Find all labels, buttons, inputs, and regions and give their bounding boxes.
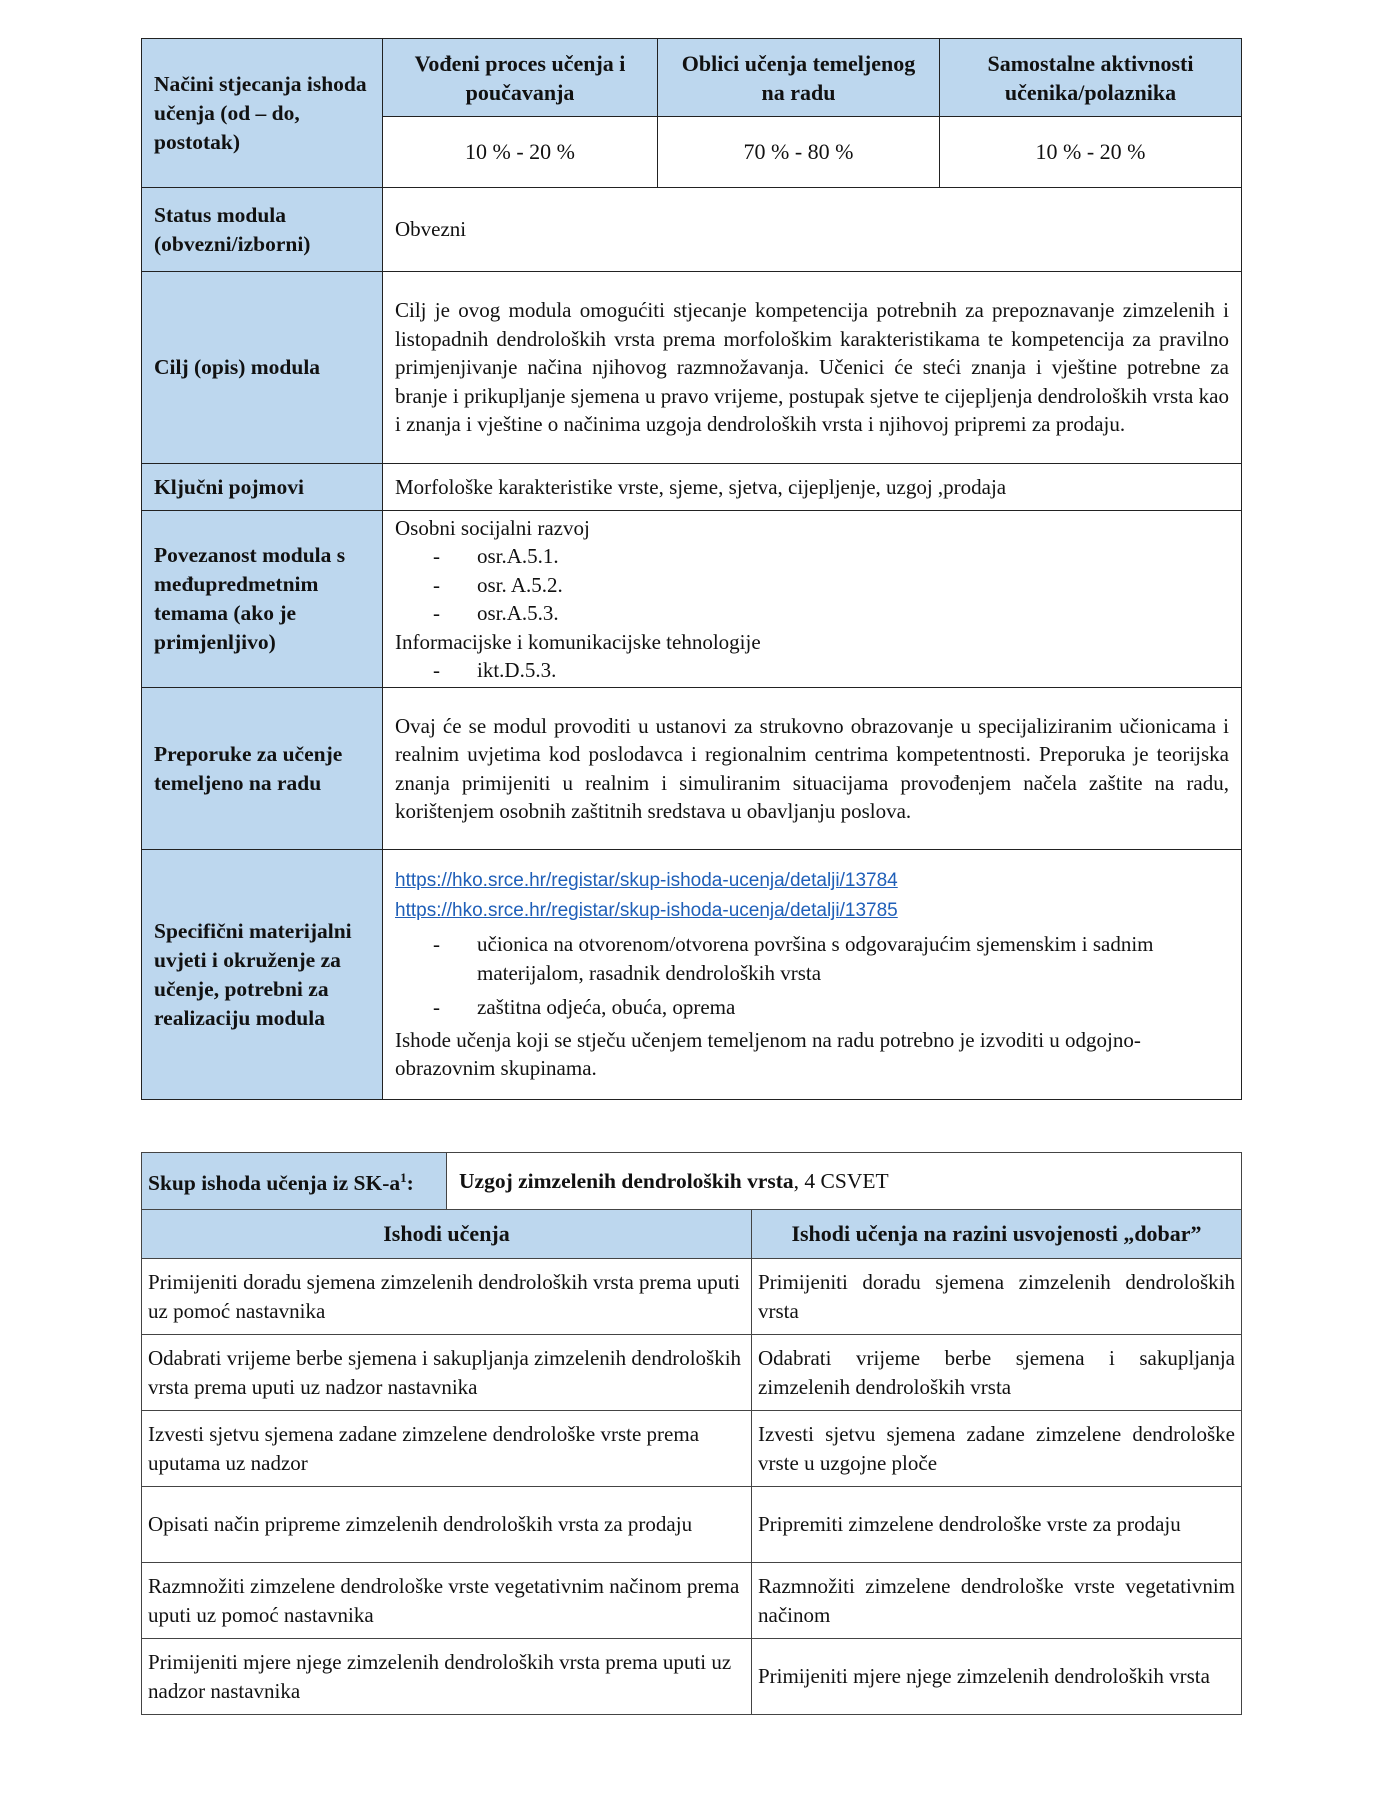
- materials-label: Specifični materijalni uvjeti i okruženje za učenje, potrebni za realizaciju modula: [142, 850, 383, 1100]
- outcome-good-cell: Odabrati vrijeme berbe sjemena i sakupljanja zimzelenih dendroloških vrsta: [752, 1335, 1242, 1411]
- outcome-good-cell: Primijeniti mjere njege zimzelenih dendroloških vrsta: [752, 1639, 1242, 1715]
- work-based-learning-header: Oblici učenja temeljenog na radu: [658, 39, 940, 117]
- outcome-set-title: Uzgoj zimzelenih dendroloških vrsta, 4 CSVET: [447, 1153, 1242, 1210]
- learning-outcomes-table: [141, 1152, 1242, 1715]
- register-link-13785[interactable]: https://hko.srce.hr/registar/skup-ishoda-ucenja/detalji/13785: [395, 900, 898, 922]
- cross-group-list: [395, 656, 1229, 685]
- outcome-cell: Razmnožiti zimzelene dendrološke vrste vegetativnim načinom prema uputi uz pomoć nastavnika: [142, 1563, 752, 1639]
- outcome-cell: Primijeniti mjere njege zimzelenih dendroloških vrsta prema uputi uz nadzor nastavnika: [142, 1639, 752, 1715]
- outcome-good-cell: Izvesti sjetvu sjemena zadane zimzelene dendrološke vrste u uzgojne ploče: [752, 1411, 1242, 1487]
- outcome-cell: Odabrati vrijeme berbe sjemena i sakupljanja zimzelenih dendroloških vrsta prema uputi uz nadzor nastavnika: [142, 1335, 752, 1411]
- status-label: Status modula (obvezni/izborni): [142, 188, 383, 272]
- status-value: Obvezni: [383, 188, 1242, 272]
- module-info-table: [141, 38, 1242, 1100]
- table-row: [142, 1259, 1242, 1335]
- outcome-good-cell: Razmnožiti zimzelene dendrološke vrste vegetativnim načinom: [752, 1563, 1242, 1639]
- cross-group-title: Osobni socijalni razvoj: [395, 515, 590, 540]
- materials-value: [383, 850, 1242, 1100]
- cross-group-list: [395, 542, 1229, 628]
- materials-item: - učionica na otvorenom/otvorena površina s odgovarajućim sjemenskim i sadnim materijalom, rasadnik dendroloških vrsta: [433, 930, 1229, 987]
- outcome-cell: Opisati način pripreme zimzelenih dendroloških vrsta za prodaju: [142, 1487, 752, 1563]
- cross-item: - osr. A.5.2.: [433, 571, 1229, 600]
- table-row: [142, 1335, 1242, 1411]
- outcome-cell: Primijeniti doradu sjemena zimzelenih dendroloških vrsta prema uputi uz pomoć nastavnika: [142, 1259, 752, 1335]
- outcome-set-label: Skup ishoda učenja iz $SK-a^1$:: [142, 1153, 447, 1210]
- materials-list: [395, 930, 1229, 1022]
- outcome-good-cell: Pripremiti zimzelene dendrološke vrste za prodaju: [752, 1487, 1242, 1563]
- outcome-good-cell: Primijeniti doradu sjemena zimzelenih dendroloških vrsta: [752, 1259, 1242, 1335]
- cross-group-title: Informacijske i komunikacijske tehnologije: [395, 629, 761, 654]
- guided-learning-header: Vođeni proces učenja i poučavanja: [383, 39, 658, 117]
- acquisition-label: Načini stjecanja ishoda učenja (od – do, postotak): [142, 39, 383, 188]
- outcomes-header: Ishodi učenja: [142, 1210, 752, 1259]
- goal-value: Cilj je ovog modula omogućiti stjecanje kompetencija potrebnih za prepoznavanje zimzelenih i listopadnih dendroloških vrsta prema morfološkim karakteristikama te kompetencija za pravilno primjenjivanje načina njihovog razmnožavanja. Učenici će steći znanja i vještine potrebne za branje i prikupljanje sjemena u pravo vrijeme, postupak sjetve te cijepljenja dendroloških vrsta kao i znanja i vještine o načinima uzgoja dendroloških vrsta i njihovoj pripremi za prodaju.: [383, 272, 1242, 464]
- independent-activities-header: Samostalne aktivnosti učenika/polaznika: [940, 39, 1242, 117]
- work-based-label: Preporuke za učenje temeljeno na radu: [142, 688, 383, 850]
- outcomes-good-level-header: Ishodi učenja na razini usvojenosti „dobar”: [752, 1210, 1242, 1259]
- keywords-label: Ključni pojmovi: [142, 464, 383, 511]
- cross-curricular-label: Povezanost modula s međupredmetnim temama (ako je primjenljivo): [142, 511, 383, 688]
- independent-activities-percent: 10 % - 20 %: [940, 117, 1242, 188]
- register-link-13784[interactable]: https://hko.srce.hr/registar/skup-ishoda-ucenja/detalji/13784: [395, 870, 898, 892]
- guided-learning-percent: 10 % - 20 %: [383, 117, 658, 188]
- keywords-value: Morfološke karakteristike vrste, sjeme, sjetva, cijepljenje, uzgoj ,prodaja: [383, 464, 1242, 511]
- cross-curricular-value: [383, 511, 1242, 688]
- cross-item: - ikt.D.5.3.: [433, 656, 1229, 685]
- table-row: [142, 1487, 1242, 1563]
- work-based-learning-percent: 70 % - 80 %: [658, 117, 940, 188]
- work-based-value: Ovaj će se modul provoditi u ustanovi za strukovno obrazovanje u specijaliziranim učionicama i realnim uvjetima kod poslodavca i regionalnim centrima kompetentnosti. Preporuka je teorijska znanja primijeniti u realnim i simuliranim situacijama provođenjem načela zaštite na radu, korištenjem osobnih zaštitnih sredstava u obavljanju poslova.: [383, 688, 1242, 850]
- cross-item: - osr.A.5.3.: [433, 599, 1229, 628]
- goal-label: Cilj (opis) modula: [142, 272, 383, 464]
- materials-note: Ishode učenja koji se stječu učenjem temeljenom na radu potrebno je izvoditi u odgojno-obrazovnim skupinama.: [395, 1027, 1141, 1081]
- outcome-cell: Izvesti sjetvu sjemena zadane zimzelene dendrološke vrste prema uputama uz nadzor: [142, 1411, 752, 1487]
- materials-item: - zaštitna odjeća, obuća, oprema: [433, 993, 1229, 1022]
- table-row: [142, 1563, 1242, 1639]
- table-row: [142, 1639, 1242, 1715]
- cross-item: - osr.A.5.1.: [433, 542, 1229, 571]
- table-row: [142, 1411, 1242, 1487]
